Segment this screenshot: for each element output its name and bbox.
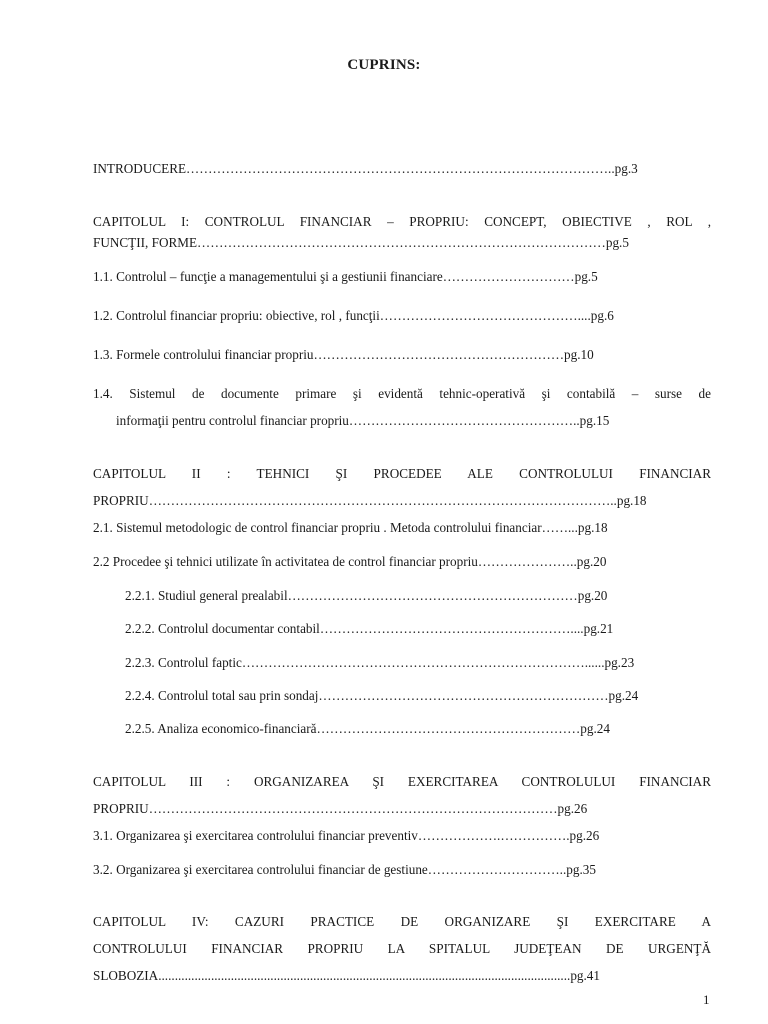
toc-entry-chapter-1-line-2: FUNCŢII, FORME…………………………………………………………………………………pg.5: [93, 235, 629, 250]
toc-entry-2-2-4: 2.2.4. Controlul total sau prin sondaj…………………………………………………………pg.24: [125, 688, 639, 703]
toc-entry-introducere: INTRODUCERE……………………………………………………………………………………..pg.3: [93, 161, 638, 176]
toc-entry-chapter-1-line-1: CAPITOLUL I: CONTROLUL FINANCIAR – PROPRIU: CONCEPT, OBIECTIVE , ROL ,: [93, 214, 711, 229]
toc-entry-1-1: 1.1. Controlul – funcţie a managementului şi a gestiunii financiare…………………………pg.5: [93, 269, 598, 284]
toc-entry-2-2: 2.2 Procedee şi tehnici utilizate în activitatea de control financiar propriu…………………..pg.20: [93, 554, 607, 569]
toc-entry-1-4-line-2: informaţii pentru controlul financiar propriu……………………………………………..pg.15: [116, 413, 610, 428]
toc-entry-1-3: 1.3. Formele controlului financiar propriu…………………………………………………pg.10: [93, 347, 594, 362]
toc-entry-chapter-3-line-1: CAPITOLUL III : ORGANIZAREA ŞI EXERCITAREA CONTROLULUI FINANCIAR: [93, 774, 711, 789]
toc-entry-2-2-5: 2.2.5. Analiza economico-financiară……………………………………………………pg.24: [125, 721, 610, 736]
toc-entry-1-4-line-1: 1.4. Sistemul de documente primare şi evidentă tehnic-operativă şi contabilă – surse de: [93, 386, 711, 401]
toc-entry-chapter-2-line-2: PROPRIU……………………………………………………………………………………………..pg.18: [93, 493, 647, 508]
toc-entry-chapter-4-line-3: SLOBOZIA.............................................................................................................................pg.41: [93, 968, 600, 983]
toc-entry-chapter-3-line-2: PROPRIU…………………………………………………………………………………pg.26: [93, 801, 588, 816]
toc-entry-3-2: 3.2. Organizarea şi exercitarea controlului financiar de gestiune…………………………..pg.35: [93, 862, 596, 877]
toc-entry-2-2-3: 2.2.3. Controlul faptic……………………………………………………………………......pg.23: [125, 655, 635, 670]
toc-entry-1-2: 1.2. Controlul financiar propriu: obiective, rol , funcţii………………………………………....pg.6: [93, 308, 614, 323]
page-number: 1: [703, 992, 710, 1007]
toc-entry-2-2-1: 2.2.1. Studiul general prealabil…………………………………………………………pg.20: [125, 588, 608, 603]
toc-entry-2-2-2: 2.2.2. Controlul documentar contabil…………………………………………………....pg.21: [125, 621, 614, 636]
toc-title: CUPRINS:: [347, 57, 421, 73]
toc-entry-3-1: 3.1. Organizarea şi exercitarea controlului financiar preventiv……………….…………….pg.26: [93, 828, 600, 843]
toc-entry-chapter-4-line-2: CONTROLULUI FINANCIAR PROPRIU LA SPITALUL JUDEŢEAN DE URGENŢĂ: [93, 941, 711, 956]
toc-entry-chapter-2-line-1: CAPITOLUL II : TEHNICI ŞI PROCEDEE ALE CONTROLULUI FINANCIAR: [93, 466, 711, 481]
toc-entry-2-1: 2.1. Sistemul metodologic de control financiar propriu . Metoda controlului financiar……...pg.18: [93, 520, 608, 535]
toc-entry-chapter-4-line-1: CAPITOLUL IV: CAZURI PRACTICE DE ORGANIZARE ŞI EXERCITARE A: [93, 914, 711, 929]
